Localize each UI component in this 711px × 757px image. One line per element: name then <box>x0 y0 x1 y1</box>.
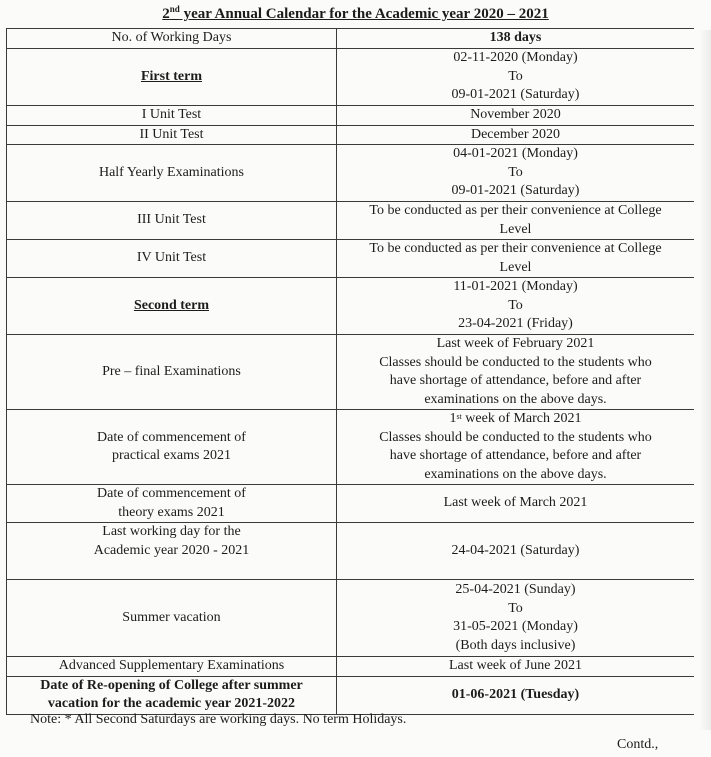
value-line: 02-11-2020 (Monday) <box>453 50 578 66</box>
value-cell <box>336 676 694 714</box>
label-line: Date of commencement of <box>97 429 246 445</box>
row-unit-test-3 <box>7 202 695 240</box>
value-cell <box>336 410 694 485</box>
row-advanced-supplementary <box>7 657 695 677</box>
label-cell <box>7 125 337 145</box>
value-cell <box>336 202 694 240</box>
title-text: year Annual Calendar for the Academic year 2020 – 2021 <box>179 6 549 22</box>
calendar-table <box>6 28 694 715</box>
row-unit-test-1 <box>7 106 695 126</box>
value-line: examinations on the above days. <box>424 466 607 482</box>
label-cell <box>7 106 337 126</box>
label-text: Advanced Supplementary Examinations <box>58 658 285 673</box>
value-cell <box>336 278 694 335</box>
label-cell <box>7 580 337 657</box>
value-line: 11-01-2021 (Monday) <box>453 279 578 295</box>
value-text: 138 days <box>489 30 542 46</box>
ordinal-suffix: st <box>456 412 462 421</box>
value-cell <box>336 49 694 106</box>
label-text: Half Yearly Examinations <box>98 164 244 180</box>
row-theory-exams <box>7 485 695 523</box>
value-line: Classes should be conducted to the students who <box>379 429 652 445</box>
label-cell <box>7 145 337 202</box>
value-text: Last week of June 2021 <box>449 658 582 673</box>
value-text: Last week of March 2021 <box>443 495 588 511</box>
value-line: have shortage of attendance, before and after <box>389 373 642 388</box>
value-text: 24-04-2021 (Saturday) <box>451 542 580 558</box>
label-text: No. of Working Days <box>111 30 232 46</box>
value-line: To <box>508 68 523 84</box>
row-first-term <box>7 49 695 106</box>
label-text: II Unit Test <box>139 126 204 142</box>
value-cell <box>336 485 694 523</box>
value-cell <box>336 145 694 202</box>
value-line: have shortage of attendance, before and after <box>389 448 642 463</box>
value-line: To <box>508 164 523 180</box>
value-cell <box>336 240 694 278</box>
scan-edge-shadow <box>699 30 711 730</box>
value-line: 09-01-2021 (Saturday) <box>451 87 580 103</box>
value-text: December 2020 <box>470 126 560 142</box>
value-cell <box>336 580 694 657</box>
value-text: week of March 2021 <box>461 411 582 426</box>
value-line: 31-05-2021 (Monday) <box>453 619 578 634</box>
value-line: 09-01-2021 (Saturday) <box>451 183 580 199</box>
label-cell <box>7 485 337 523</box>
row-reopening <box>7 676 695 714</box>
label-cell <box>7 410 337 485</box>
label-text: I Unit Test <box>141 107 202 122</box>
label-text: III Unit Test <box>137 212 206 228</box>
label-cell <box>7 278 337 335</box>
value-line: To <box>508 297 523 313</box>
row-summer-vacation <box>7 580 695 657</box>
label-text: Second term <box>133 297 209 313</box>
footnote: Note: * All Second Saturdays are working days. No term Holidays. <box>30 712 407 727</box>
value-line: 23-04-2021 (Friday) <box>458 316 573 332</box>
value-line: 04-01-2021 (Monday) <box>453 146 578 162</box>
label-line: Date of commencement of <box>97 486 246 501</box>
row-second-term <box>7 278 695 335</box>
ordinal: 1 <box>449 411 457 426</box>
value-cell <box>336 106 694 126</box>
title-ordinal-suffix: nd <box>169 4 180 14</box>
row-half-yearly <box>7 145 695 202</box>
row-last-working-day <box>7 523 695 580</box>
row-unit-test-2 <box>7 125 695 145</box>
label-text: Summer vacation <box>122 609 221 625</box>
value-line: Level <box>499 259 532 275</box>
value-cell <box>336 523 694 580</box>
label-cell <box>7 657 337 677</box>
row-pre-final <box>7 335 695 410</box>
value-line: To be conducted as per their convenience at College <box>369 203 662 218</box>
label-line: vacation for the academic year 2021-2022 <box>47 696 296 711</box>
value-line: To <box>508 600 523 616</box>
document-title <box>0 4 711 23</box>
label-cell <box>7 49 337 106</box>
label-text: IV Unit Test <box>136 250 207 266</box>
value-text: November 2020 <box>470 107 561 122</box>
label-cell <box>7 240 337 278</box>
label-line: theory exams 2021 <box>118 504 225 520</box>
label-text: First term <box>140 68 202 84</box>
value-cell <box>336 29 694 49</box>
value-line: examinations on the above days. <box>424 391 607 407</box>
label-cell <box>7 676 337 714</box>
value-line <box>339 410 692 429</box>
row-working-days <box>7 29 695 49</box>
label-line: practical exams 2021 <box>112 448 231 463</box>
label-text: Pre – final Examinations <box>102 363 241 379</box>
title-ordinal: 2 <box>162 6 170 22</box>
label-cell <box>7 202 337 240</box>
value-line: (Both days inclusive) <box>455 637 576 653</box>
value-text: 01-06-2021 (Tuesday) <box>451 686 580 702</box>
value-line: 25-04-2021 (Sunday) <box>455 582 576 597</box>
label-line: Academic year 2020 - 2021 <box>93 542 250 558</box>
label-line: Last working day for the <box>102 524 241 539</box>
value-line: To be conducted as per their convenience at College <box>369 241 662 256</box>
value-cell <box>336 657 694 677</box>
label-cell <box>7 523 337 580</box>
value-line: Classes should be conducted to the students who <box>379 354 652 370</box>
value-line: Level <box>499 221 532 237</box>
label-cell <box>7 335 337 410</box>
row-practical-exams <box>7 410 695 485</box>
value-line: Last week of February 2021 <box>436 336 595 351</box>
row-unit-test-4 <box>7 240 695 278</box>
label-line: Date of Re-opening of College after summer <box>40 677 303 693</box>
continued-marker: Contd., <box>617 737 659 752</box>
value-cell <box>336 125 694 145</box>
value-cell <box>336 335 694 410</box>
label-cell <box>7 29 337 49</box>
